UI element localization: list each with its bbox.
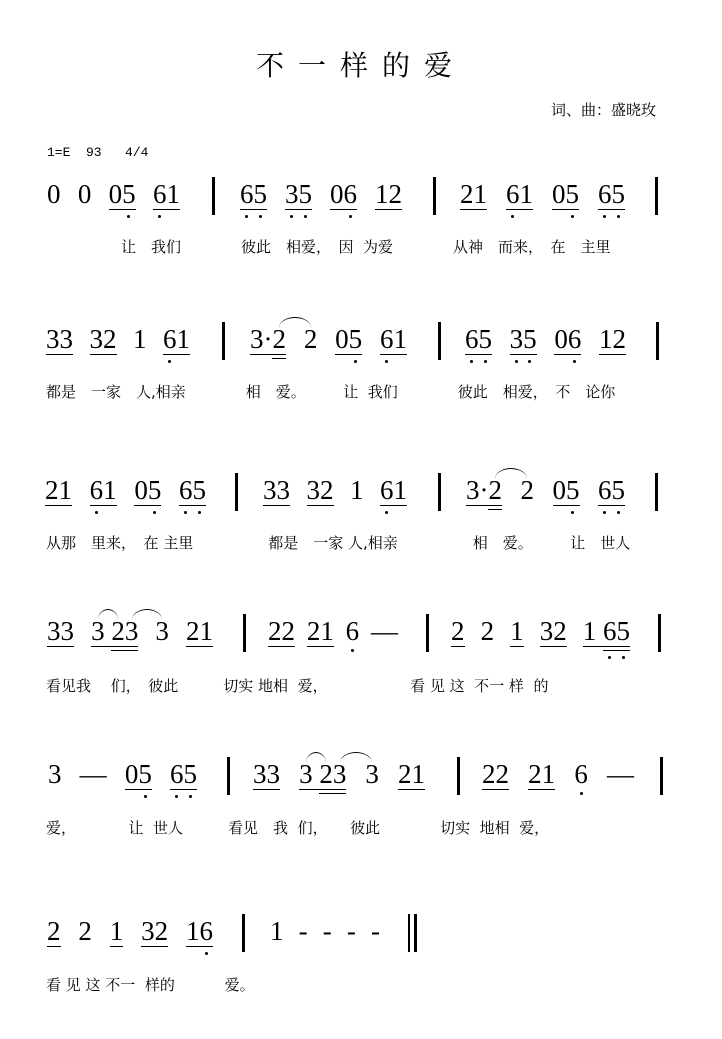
duration-underline <box>264 354 273 355</box>
note-group: 6 <box>346 618 360 645</box>
measure <box>47 918 213 948</box>
note-group: 21 <box>185 616 213 646</box>
duration-underline <box>125 646 139 647</box>
duration-underline <box>380 354 394 355</box>
duration-underline <box>186 646 200 647</box>
duration-underline <box>393 354 407 355</box>
final-double-barline <box>408 914 410 952</box>
duration-underline <box>240 209 254 210</box>
duration-underline <box>307 505 321 506</box>
measure <box>45 477 206 507</box>
tie-slur <box>306 752 326 763</box>
duration-underline <box>125 650 139 651</box>
measure <box>48 761 197 791</box>
duration-underline <box>553 646 567 647</box>
duration-underline <box>617 646 631 647</box>
song-title: 不一样的爱 <box>255 49 466 82</box>
duration-underline <box>520 209 534 210</box>
duration-underline <box>45 505 59 506</box>
low-octave-dot <box>127 215 130 218</box>
duration-underline <box>320 646 334 647</box>
duration-underline <box>103 505 117 506</box>
duration-underline <box>540 646 554 647</box>
tie-slur <box>279 317 310 328</box>
note-group: 0 <box>77 179 92 209</box>
staff-row <box>0 324 722 401</box>
duration-underline <box>319 789 333 790</box>
measure <box>47 618 213 648</box>
duration-underline <box>177 354 191 355</box>
note-group: 61 <box>90 477 117 504</box>
duration-underline <box>568 354 582 355</box>
duration-underline <box>474 209 488 210</box>
barline <box>656 322 659 360</box>
duration-underline <box>480 505 489 506</box>
measure <box>253 761 425 791</box>
low-octave-dot <box>153 511 156 514</box>
duration-underline <box>320 505 334 506</box>
duration-underline <box>335 354 349 355</box>
barline <box>655 473 658 511</box>
note-group: 2 <box>303 324 318 354</box>
note-group: 33 <box>46 324 73 354</box>
low-octave-dot <box>571 511 574 514</box>
measure <box>47 181 180 211</box>
duration-underline <box>599 354 613 355</box>
low-octave-dot <box>617 215 620 218</box>
lyrics-line: 看见我 们， 彼此 切实 地相 爱， 看 见 这 不一 样 的 <box>46 677 549 695</box>
duration-underline <box>272 358 286 359</box>
low-octave-dot <box>617 511 620 514</box>
duration-underline <box>466 505 480 506</box>
duration-underline <box>552 209 566 210</box>
duration-underline <box>277 505 291 506</box>
low-octave-dot <box>571 215 574 218</box>
duration-underline <box>566 505 580 506</box>
low-octave-dot <box>608 656 611 659</box>
duration-underline <box>506 209 520 210</box>
low-octave-dot <box>189 795 192 798</box>
duration-underline <box>488 505 502 506</box>
lyrics-line: 看 见 这 不一 样的 爱。 <box>46 976 255 994</box>
measure <box>270 918 380 948</box>
note-group: 32 <box>306 475 334 505</box>
duration-underline <box>612 354 626 355</box>
duration-underline <box>282 646 296 647</box>
duration-underline <box>122 209 136 210</box>
note-group: 35 <box>510 326 537 353</box>
extension-dash: - <box>322 916 332 946</box>
lyrics-line: 爱， 让 世人 看见 我 们， 彼此 切实 地相 爱， <box>46 819 550 837</box>
low-octave-dot <box>158 215 161 218</box>
barline <box>658 614 661 652</box>
measure <box>268 618 398 648</box>
duration-underline <box>398 789 412 790</box>
measure <box>466 477 625 507</box>
note-group: 3 23 <box>91 618 138 645</box>
low-octave-dot <box>304 215 307 218</box>
duration-underline <box>192 505 206 506</box>
duration-underline <box>612 209 626 210</box>
note-group: 1 <box>510 616 524 646</box>
duration-underline <box>603 650 617 651</box>
note-group: 06 <box>330 181 357 208</box>
duration-underline <box>91 646 105 647</box>
note-group: 05 <box>134 477 161 504</box>
measure <box>250 326 407 356</box>
measure <box>46 326 190 356</box>
measure <box>465 326 626 356</box>
lyrics-line: 从那 里来， 在 主里 都是 一家 人,相亲 相 爱。 让 世人 <box>46 534 631 552</box>
extension-dash: — <box>370 616 398 646</box>
duration-underline <box>299 789 313 790</box>
note-group: 2 <box>480 616 495 646</box>
duration-underline <box>612 505 626 506</box>
duration-underline <box>482 789 496 790</box>
note-group: 6 <box>574 761 588 788</box>
duration-underline <box>90 354 104 355</box>
note-group: 3 <box>48 759 62 789</box>
low-octave-dot <box>95 511 98 514</box>
duration-underline <box>163 354 177 355</box>
duration-underline <box>59 505 73 506</box>
barline <box>243 614 246 652</box>
note-group: 3 <box>365 759 379 789</box>
duration-underline <box>253 789 267 790</box>
low-octave-dot <box>622 656 625 659</box>
note-group: 32 <box>141 916 169 946</box>
staff-row <box>0 616 722 695</box>
duration-underline <box>109 209 123 210</box>
note-group: 61 <box>153 181 180 208</box>
measure <box>451 618 630 648</box>
barline <box>222 322 225 360</box>
duration-underline <box>200 946 214 947</box>
lyrics-line: 让 我们 彼此 相爱， 因 为爱 从神 而来， 在 主里 <box>46 238 611 256</box>
note-group: 2 <box>451 616 465 646</box>
duration-underline <box>333 789 347 790</box>
note-group: 1 <box>350 475 364 505</box>
note-group: 21 <box>397 759 425 789</box>
note-group: 61 <box>163 326 190 353</box>
duration-underline <box>166 209 180 210</box>
note-group: 61 <box>380 326 407 353</box>
low-octave-dot <box>184 511 187 514</box>
duration-underline <box>380 505 394 506</box>
duration-underline <box>47 946 61 947</box>
note-group: 3·2 <box>250 326 286 353</box>
note-group: 21 <box>306 616 334 646</box>
note-group: 1 <box>133 324 147 354</box>
duration-underline <box>141 946 155 947</box>
duration-underline <box>603 646 617 647</box>
duration-underline <box>170 789 184 790</box>
duration-underline <box>179 505 193 506</box>
note-group: 32 <box>89 324 117 354</box>
note-group: 61 <box>380 477 407 504</box>
note-group: 21 <box>45 475 72 505</box>
duration-underline <box>60 354 74 355</box>
duration-underline <box>465 354 479 355</box>
note-group: 33 <box>263 475 290 505</box>
note-group: 2 <box>520 475 534 505</box>
barline <box>655 177 658 215</box>
duration-underline <box>510 646 524 647</box>
measure <box>240 181 402 211</box>
barline <box>438 473 441 511</box>
duration-underline <box>250 354 264 355</box>
barline <box>426 614 429 652</box>
note-group: 05 <box>553 477 580 504</box>
note-group: 3 23 <box>299 761 346 788</box>
tie-slur <box>98 609 118 620</box>
duration-underline <box>319 793 333 794</box>
tie-slur <box>495 468 527 479</box>
extension-dash: — <box>79 759 107 789</box>
low-octave-dot <box>573 360 576 363</box>
note-group: 32 <box>539 616 567 646</box>
extension-dash: - <box>346 916 356 946</box>
staff-row <box>0 916 722 994</box>
note-group: 21 <box>528 759 556 789</box>
duration-underline <box>583 646 597 647</box>
note-group: 05 <box>109 181 136 208</box>
note-group: 33 <box>47 616 74 646</box>
duration-underline <box>134 505 148 506</box>
note-group: 3·2 <box>466 477 502 504</box>
note-group: 05 <box>335 326 362 353</box>
duration-underline <box>110 946 124 947</box>
duration-underline <box>596 646 603 647</box>
lyrics-line: 都是 一家 人,相亲 相 爱。 让 我们 彼此 相爱， 不 论你 <box>46 383 616 401</box>
low-octave-dot <box>144 795 147 798</box>
duration-underline <box>488 509 502 510</box>
note-group: 21 <box>460 179 487 209</box>
barline <box>457 757 460 795</box>
duration-underline <box>349 354 363 355</box>
low-octave-dot <box>290 215 293 218</box>
note-group: 1 <box>270 916 284 946</box>
extension-dash: — <box>606 759 634 789</box>
note-group: 65 <box>170 761 197 788</box>
note-group: 65 <box>465 326 492 353</box>
note-group: 61 <box>506 181 533 208</box>
measure <box>263 477 407 507</box>
note-group: 3 <box>155 616 169 646</box>
duration-underline <box>566 209 580 210</box>
note-group: 2 <box>78 916 92 946</box>
duration-underline <box>617 650 631 651</box>
note-group: 05 <box>125 761 152 788</box>
low-octave-dot <box>349 215 352 218</box>
note-group: 35 <box>285 181 312 208</box>
low-octave-dot <box>484 360 487 363</box>
duration-underline <box>61 646 75 647</box>
low-octave-dot <box>603 511 606 514</box>
note-group: 2 <box>47 916 61 946</box>
duration-underline <box>523 354 537 355</box>
barline <box>227 757 230 795</box>
duration-underline <box>460 209 474 210</box>
tie-slur <box>340 752 373 763</box>
duration-underline <box>553 505 567 506</box>
note-group: 0 <box>47 179 61 209</box>
duration-underline <box>125 789 139 790</box>
duration-underline <box>598 209 612 210</box>
duration-underline <box>299 209 313 210</box>
duration-underline <box>268 646 282 647</box>
low-octave-dot <box>603 215 606 218</box>
low-octave-dot <box>168 360 171 363</box>
low-octave-dot <box>580 792 583 795</box>
note-group: 22 <box>482 759 509 789</box>
duration-underline <box>153 209 167 210</box>
note-group: 05 <box>552 181 579 208</box>
barline <box>433 177 436 215</box>
duration-underline <box>90 505 104 506</box>
note-group: 12 <box>375 179 402 209</box>
duration-underline <box>554 354 568 355</box>
barline <box>438 322 441 360</box>
duration-underline <box>528 789 542 790</box>
low-octave-dot <box>175 795 178 798</box>
duration-underline <box>333 793 347 794</box>
duration-underline <box>411 789 425 790</box>
barline <box>212 177 215 215</box>
low-octave-dot <box>385 360 388 363</box>
barline <box>660 757 663 795</box>
note-group: 1 65 <box>583 618 630 645</box>
duration-underline <box>285 209 299 210</box>
measure <box>482 761 634 791</box>
low-octave-dot <box>515 360 518 363</box>
note-group: 12 <box>598 324 626 354</box>
duration-underline <box>46 354 60 355</box>
duration-underline <box>263 505 277 506</box>
duration-underline <box>183 789 197 790</box>
note-group: 65 <box>179 477 206 504</box>
extension-dash: - <box>371 916 380 946</box>
note-group: 22 <box>268 616 295 646</box>
duration-underline <box>111 646 125 647</box>
duration-underline <box>451 646 465 647</box>
low-octave-dot <box>245 215 248 218</box>
duration-underline <box>307 646 321 647</box>
low-octave-dot <box>385 511 388 514</box>
note-group: 65 <box>598 477 625 504</box>
duration-underline <box>111 650 125 651</box>
duration-underline <box>330 209 344 210</box>
extension-dash: - <box>298 916 308 946</box>
staff-row <box>0 179 722 256</box>
duration-underline <box>479 354 493 355</box>
duration-underline <box>344 209 358 210</box>
low-octave-dot <box>198 511 201 514</box>
duration-underline <box>103 354 117 355</box>
low-octave-dot <box>354 360 357 363</box>
duration-underline <box>510 354 524 355</box>
duration-underline <box>105 646 112 647</box>
tie-slur <box>132 609 163 620</box>
barline <box>242 914 245 952</box>
staff-row <box>0 759 722 837</box>
duration-underline <box>394 505 408 506</box>
duration-underline <box>389 209 403 210</box>
note-group: 06 <box>554 326 581 353</box>
duration-underline <box>272 354 286 355</box>
duration-underline <box>138 789 152 790</box>
low-octave-dot <box>528 360 531 363</box>
low-octave-dot <box>351 649 354 652</box>
duration-underline <box>155 946 169 947</box>
note-group: 65 <box>598 181 625 208</box>
low-octave-dot <box>470 360 473 363</box>
staff-row <box>0 475 722 552</box>
duration-underline <box>375 209 389 210</box>
duration-underline <box>148 505 162 506</box>
low-octave-dot <box>205 952 208 955</box>
duration-underline <box>267 789 281 790</box>
duration-underline <box>313 789 320 790</box>
final-double-barline <box>414 914 417 952</box>
note-group: 16 <box>186 918 213 945</box>
note-group: 33 <box>253 759 280 789</box>
note-group: 65 <box>240 181 267 208</box>
duration-underline <box>47 646 61 647</box>
credit-line: 词、曲：盛晓玫 <box>550 101 656 119</box>
duration-underline <box>598 505 612 506</box>
duration-underline <box>542 789 556 790</box>
duration-underline <box>199 646 213 647</box>
low-octave-dot <box>511 215 514 218</box>
note-group: 1 <box>109 916 124 946</box>
duration-underline <box>496 789 510 790</box>
low-octave-dot <box>259 215 262 218</box>
duration-underline <box>254 209 268 210</box>
measure <box>460 181 625 211</box>
key-tempo-time-signature: 1=E 93 4/4 <box>47 145 149 160</box>
duration-underline <box>186 946 200 947</box>
barline <box>235 473 238 511</box>
